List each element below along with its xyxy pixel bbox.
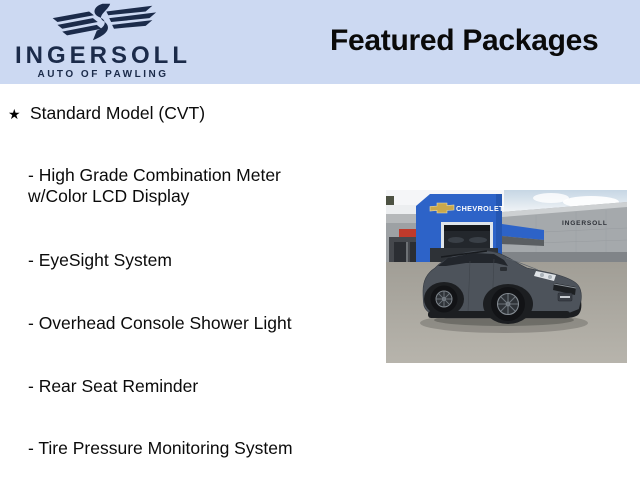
logo-dealer-name: INGERSOLL [14,42,191,69]
right-building [502,202,627,265]
page-title: Featured Packages [330,24,599,57]
feature-item: - Tire Pressure Monitoring System [28,438,293,458]
ingersoll-wing-logo-icon [45,2,160,42]
building-sign-text: INGERSOLL [562,220,608,227]
front-wheel [491,287,525,321]
feature-item: - High Grade Combination Meter w/Color LCD Display [28,165,281,206]
feature-item: - Rear Seat Reminder [28,376,199,396]
star-bullet-icon: ★ [8,106,21,122]
portal-sign-text: CHEVROLET [456,204,504,213]
feature-item: - Overhead Console Shower Light [28,313,292,333]
rear-wheel [431,286,458,313]
feature-item: - EyeSight System [28,250,172,270]
vehicle-photo [386,190,627,363]
red-sign [399,229,416,237]
model-name: Standard Model (CVT) [30,103,206,123]
logo-tagline: AUTO OF PAWLING [37,69,169,80]
dealer-logo [0,0,200,84]
page-header [0,0,640,84]
